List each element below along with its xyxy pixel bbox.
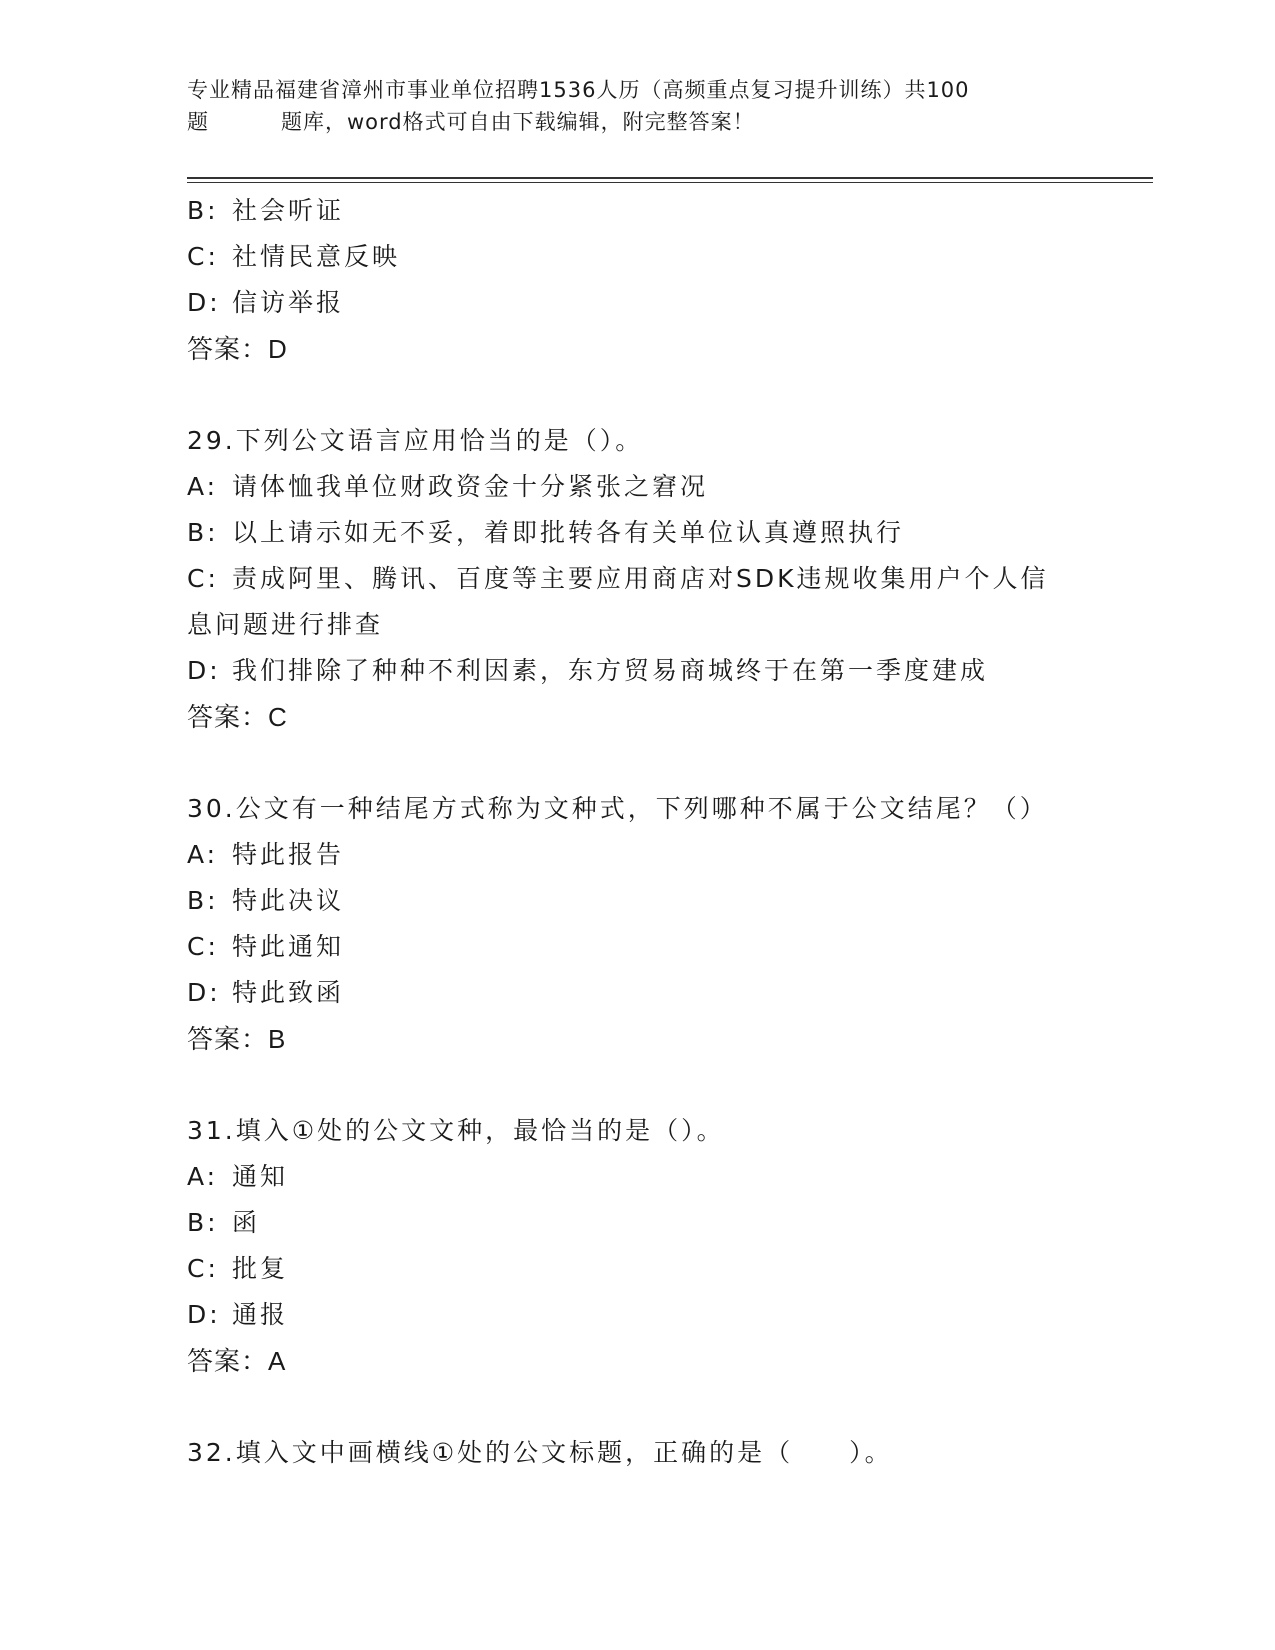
option-line — [187, 1246, 1087, 1292]
question-text: 30.公文有一种结尾方式称为文种式，下列哪种不属于公文结尾？（） — [187, 794, 1048, 823]
header-rule-thick — [187, 177, 1153, 179]
header-rule-thin — [187, 182, 1153, 183]
answer-line: 答案：B — [187, 1024, 287, 1054]
option-line — [187, 234, 1087, 280]
option-text: 社情民意反映 — [232, 242, 401, 271]
answer-line: 答案：C — [187, 702, 288, 732]
option-letter: B: — [187, 518, 219, 547]
option-line — [187, 1292, 1087, 1338]
option-line — [187, 1200, 1087, 1246]
option-line — [187, 510, 1087, 556]
option-letter: B: — [187, 1208, 219, 1237]
option-text: 通报 — [232, 1300, 289, 1329]
option-line — [187, 878, 1087, 924]
question-list — [187, 188, 1087, 1476]
option-letter: C: — [187, 242, 219, 271]
spacer — [187, 372, 1087, 418]
option-text: 通知 — [232, 1162, 289, 1191]
option-line — [187, 970, 1087, 1016]
option-text: 社会听证 — [232, 196, 345, 225]
option-line — [187, 280, 1087, 326]
option-line — [187, 556, 1067, 648]
spacer — [187, 1062, 1087, 1108]
option-line — [187, 648, 1087, 694]
option-text: 特此通知 — [232, 932, 345, 961]
option-letter: B: — [187, 196, 219, 225]
option-letter: D: — [187, 288, 221, 317]
option-text: 特此决议 — [232, 886, 345, 915]
answer-line: 答案：A — [187, 1346, 287, 1376]
option-text: 请体恤我单位财政资金十分紧张之窘况 — [232, 472, 709, 501]
spacer — [187, 1384, 1087, 1430]
question-text: 32.填入文中画横线①处的公文标题，正确的是（ ）。 — [187, 1438, 893, 1467]
option-line — [187, 188, 1087, 234]
option-text: 责成阿里、腾讯、百度等主要应用商店对SDK违规收集用户个人信息问题进行排查 — [187, 564, 1049, 639]
document-header — [187, 74, 1077, 138]
option-letter: A: — [187, 472, 219, 501]
option-text: 我们排除了种种不利因素，东方贸易商城终于在第一季度建成 — [232, 656, 989, 685]
option-letter: C: — [187, 564, 219, 593]
option-text: 批复 — [232, 1254, 289, 1283]
spacer — [187, 740, 1087, 786]
option-text: 特此报告 — [232, 840, 345, 869]
option-letter: D: — [187, 1300, 221, 1329]
option-letter: D: — [187, 978, 221, 1007]
option-line — [187, 832, 1087, 878]
header-line-2 — [187, 106, 1077, 138]
option-line — [187, 924, 1087, 970]
option-text: 以上请示如无不妥，着即批转各有关单位认真遵照执行 — [232, 518, 905, 547]
question-text: 29.下列公文语言应用恰当的是（）。 — [187, 426, 644, 455]
header-line-1: 专业精品福建省漳州市事业单位招聘1536人历（高频重点复习提升训练）共100 — [187, 78, 970, 102]
option-letter: B: — [187, 886, 219, 915]
option-text: 特此致函 — [232, 978, 345, 1007]
option-text: 信访举报 — [232, 288, 345, 317]
option-letter: C: — [187, 932, 219, 961]
question-text: 31.填入①处的公文文种，最恰当的是（）。 — [187, 1116, 725, 1145]
option-text: 函 — [232, 1208, 261, 1237]
option-line — [187, 1154, 1087, 1200]
option-line — [187, 464, 1087, 510]
header-line-2-left: 题 — [187, 110, 209, 134]
option-letter: C: — [187, 1254, 219, 1283]
option-letter: A: — [187, 840, 219, 869]
answer-line: 答案：D — [187, 334, 288, 364]
option-letter: A: — [187, 1162, 219, 1191]
header-line-2-right: 题库，word格式可自由下载编辑，附完整答案！ — [281, 110, 755, 134]
option-letter: D: — [187, 656, 221, 685]
